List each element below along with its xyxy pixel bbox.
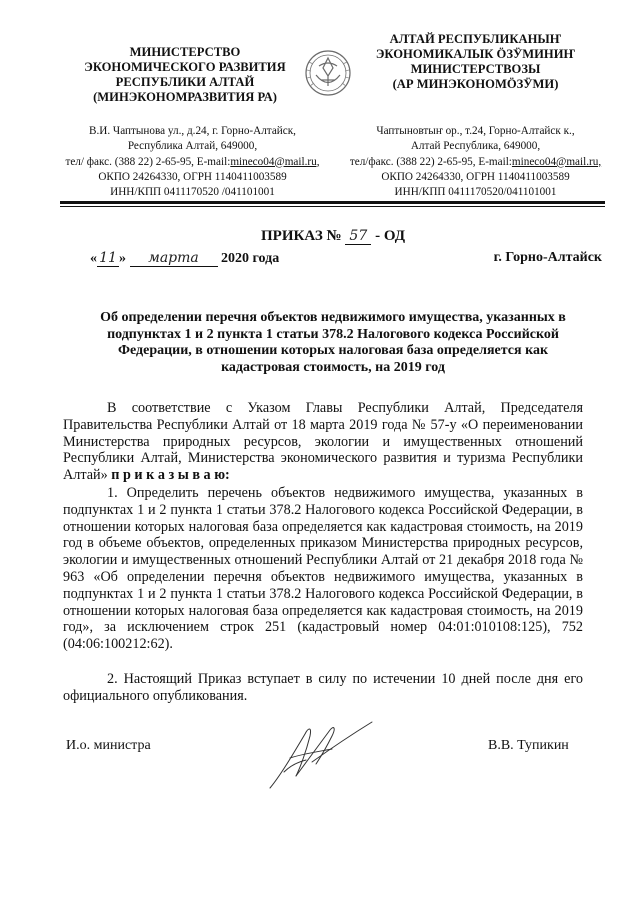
date-year: 2020 года [221,251,280,266]
left-address-contacts [55,155,330,170]
right-address-region: Алтай Республика, 649000, [410,140,541,153]
date-quote-close: » [119,251,126,266]
left-org-name [60,45,310,105]
right-email-link[interactable]: mineco04@mail.ru, [511,155,602,168]
document-title-line: кадастровая стоимость, на 2019 год [221,359,445,375]
left-address-block [55,124,330,200]
document-title-line: Об определении перечня объектов недвижимого имущества, указанных в [100,310,566,325]
left-org-line: РЕСПУБЛИКИ АЛТАЙ [115,75,255,89]
signatory-role: И.о. министра [66,738,151,753]
left-address-okpo: ОКПО 24264330, ОГРН 1140411003589 [98,170,287,183]
header-rule-thick [60,201,605,204]
item-1-paragraph: 1. Определить перечень объектов недвижимого имущества, указанных в подпунктах 1 и 2 пункта 1 статьи 378.2 Налогового кодекса Российской Федерации, в отношении которых налоговая база определяется как кадастровая стоимость, на 2019 год в объеме объектов, определенных приказом Министерства природных ресурсов, экологии и имущественных отношений Республики Алтай от 21 декабря 2018 года № 963 «Об определении перечня объектов недвижимого имущества, указанных в подпунктах 1 и 2 пункта 1 статьи 378.2 Налогового кодекса Российской Федерации, в отношении которых налоговая база определяется как кадастровая стоимость, на 2019 год», за исключением строк 251 (кадастровый номер 04:01:010108:125), 752 (04:06:100212:62). [63,485,583,653]
item-2-paragraph: 2. Настоящий Приказ вступает в силу по истечении 10 дней после дня его официального опубликования. [63,671,583,704]
document-title [58,310,608,376]
document-title-line: Федерации, в отношении которых налоговая база определяется как [117,343,549,359]
order-city: г. Горно-Алтайск [493,250,602,265]
right-org-line: АЛТАЙ РЕСПУБЛИКАНЫҤ [389,32,562,46]
right-address-contacts [338,155,613,170]
left-org-line: (МИНЭКОНОМРАЗВИТИЯ РА) [93,90,277,104]
preamble-text: В соответствие с Указом Главы Республики Алтай, Председателя Правительства Республики Алтай от 18 марта 2019 года № 57-у «О переименовании Министерства природных ресурсов, экологии и имущественных отношений Республики Алтай, Министерства экономического развития и туризма Республики Алтай» [63,400,583,484]
left-address-region: Республика Алтай, 649000, [127,140,258,153]
right-org-name [348,32,603,92]
order-number: 57 [345,228,371,245]
right-address-inn: ИНН/КПП 0411170520/041101001 [394,186,557,199]
order-date [90,250,279,267]
document-title-line: подпунктах 1 и 2 пункта 1 статьи 378.2 Налогового кодекса Российской [107,326,559,342]
right-org-line: (АР МИНЭКОНОМӦЗӰМИ) [392,77,559,91]
preamble-paragraph [63,400,583,484]
left-org-line: МИНИСТЕРСТВО [129,45,241,59]
handwritten-signature [250,716,380,796]
right-address-phone: тел/факс. (388 22) 2-65-95, E-mail: [349,155,512,168]
left-address-phone: тел/ факс. (388 22) 2-65-95, E-mail: [65,155,231,168]
header-rule-thin [60,206,605,207]
order-title-prefix: ПРИКАЗ № [261,228,342,244]
order-title-suffix: - ОД [375,228,406,244]
order-directive: п р и к а з ы в а ю: [111,467,230,484]
left-address-street: В.И. Чаптынова ул., д.24, г. Горно-Алтайск, [89,125,296,137]
right-address-block [338,124,613,200]
date-day: 11 [97,250,119,267]
republic-emblem-icon [303,42,353,104]
left-org-line: ЭКОНОМИЧЕСКОГО РАЗВИТИЯ [84,60,286,74]
left-address-inn: ИНН/КПП 0411170520 /041101001 [110,186,275,199]
signatory-name: В.В. Тупикин [488,738,569,753]
right-address-okpo: ОКПО 24264330, ОГРН 1140411003589 [381,170,570,183]
date-month: марта [130,250,218,267]
date-quote-open: « [90,251,97,266]
left-email-link[interactable]: mineco04@mail.ru, [230,155,320,168]
right-org-line: МИНИСТЕРСТВОЗЫ [410,62,541,76]
right-org-line: ЭКОНОМИКАЛЫК ӦЗӰМИНИҤ [375,47,576,61]
order-title [261,228,405,245]
right-address-street: Чаптыновтыҥ ор., т.24, Горно-Алтайск к., [376,125,575,137]
